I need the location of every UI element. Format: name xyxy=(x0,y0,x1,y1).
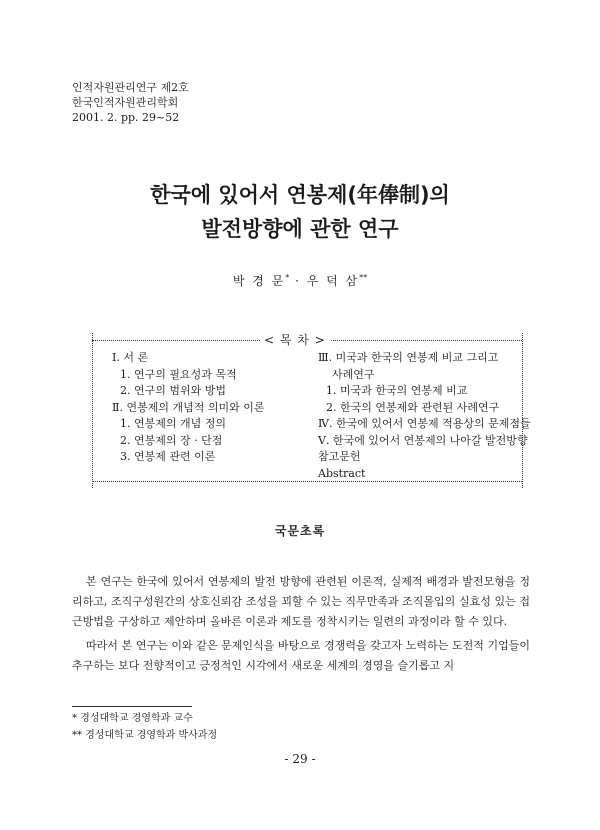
author-1-footnote-mark: * xyxy=(285,273,290,282)
paper-title-line-2: 발전방향에 관한 연구 xyxy=(201,217,399,241)
author-2-footnote-mark: ** xyxy=(359,273,368,282)
author-2: 우 덕 삼 xyxy=(306,274,360,288)
footnote-divider xyxy=(72,706,192,707)
journal-info xyxy=(72,80,189,125)
toc-heading: < 목 차 > xyxy=(260,331,330,348)
footnote-2: ** 경성대학교 경영학과 박사과정 xyxy=(72,730,218,741)
abstract-body xyxy=(72,572,530,680)
abstract-paragraph-1: 본 연구는 한국에 있어서 연봉제의 발전 방향에 관련된 이론적, 실제적 배경과 발전모형을 정리하고, 조직구성원간의 상호신뢰감 조성을 꾀할 수 있는 직무만족과 조직몰입의 실효성 있는 접근방법을 구상하고 제안하며 올바른 이론과 제도를 정착시키는 일련의 과정이라 할 수 있다. xyxy=(72,575,530,628)
paper-title xyxy=(0,178,600,246)
footnotes xyxy=(72,710,217,744)
toc-item: Ⅰ. 서 론 xyxy=(112,351,149,364)
toc-item: Ⅲ. 미국과 한국의 연봉제 비교 그리고 xyxy=(318,351,499,364)
page-number: - 29 - xyxy=(284,752,316,766)
abstract-paragraph-2: 따라서 본 연구는 이와 같은 문제인식을 바탕으로 경쟁력을 갖고자 노력하는 도전적 기업들이 추구하는 보다 전향적이고 긍정적인 시각에서 새로운 세계의 경영을 슬기롭고 지 xyxy=(72,639,530,672)
author-line xyxy=(0,272,600,289)
paper-title-line-1: 한국에 있어서 연봉제(年俸制)의 xyxy=(150,183,450,207)
footnote-1: * 경성대학교 경영학과 교수 xyxy=(72,713,193,724)
toc-left-border xyxy=(92,333,94,488)
author-1: 박 경 문 xyxy=(232,274,286,288)
toc-left-column xyxy=(112,350,264,466)
toc-item: Ⅴ. 한국에 있어서 연봉제의 나아갈 발전방향 xyxy=(318,433,528,447)
toc-item: 1. 연봉제의 개념 정의 xyxy=(120,417,226,430)
toc-right-column xyxy=(318,350,531,482)
journal-name: 인적자원관리연구 제2호 xyxy=(72,81,189,94)
toc-item: 2. 연구의 범위와 방법 xyxy=(120,384,226,397)
journal-issue-pages: 2001. 2. pp. 29~52 xyxy=(72,111,180,124)
toc-item: 사례연구 xyxy=(332,367,375,381)
toc-item: 2. 연봉제의 장 · 단점 xyxy=(120,433,223,447)
author-separator: · xyxy=(289,274,307,288)
toc-item: 참고문헌 xyxy=(318,450,361,463)
toc-item: 3. 연봉제 관련 이론 xyxy=(120,450,216,463)
toc-item: 1. 연구의 필요성과 목적 xyxy=(120,367,237,381)
abstract-heading: 국문초록 xyxy=(274,524,326,538)
toc-item: 2. 한국의 연봉제와 관련된 사례연구 xyxy=(326,400,500,414)
toc-item: 1. 미국과 한국의 연봉제 비교 xyxy=(326,384,468,397)
journal-society: 한국인적자원관리학회 xyxy=(72,96,179,109)
toc-item: Ⅱ. 연봉제의 개념적 의미와 이론 xyxy=(112,400,265,414)
toc-item: Ⅳ. 한국에 있어서 연봉제 적용상의 문제점들 xyxy=(318,417,531,430)
toc-item: Abstract xyxy=(318,466,366,480)
